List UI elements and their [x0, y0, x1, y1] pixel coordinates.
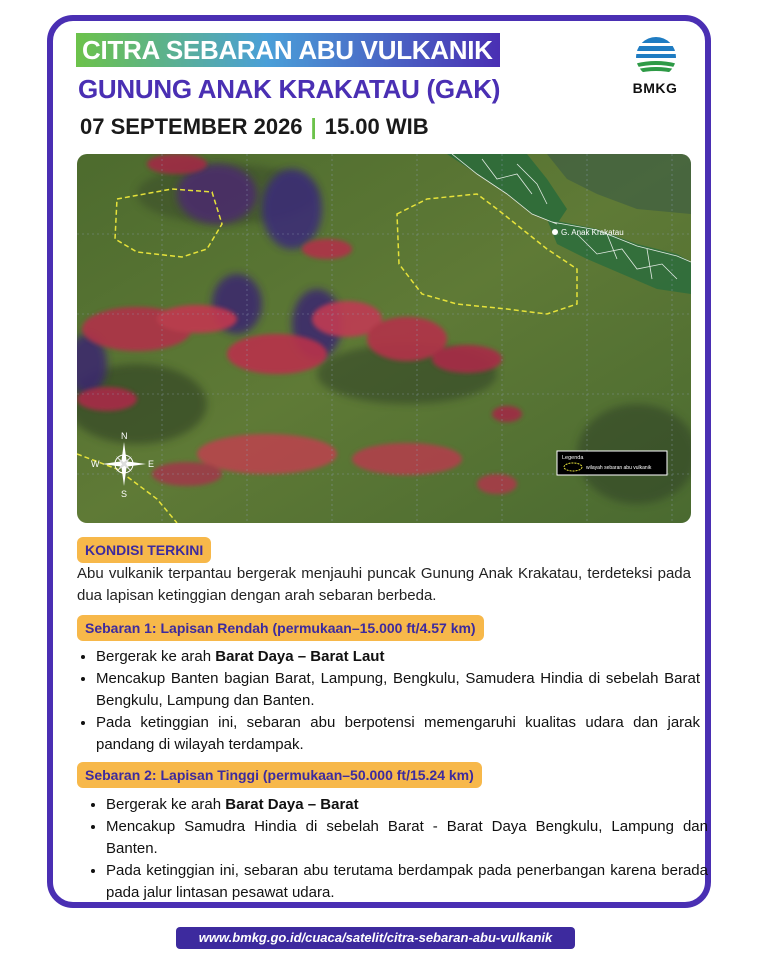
date-separator: | [310, 114, 317, 139]
time: 15.00 WIB [324, 114, 429, 139]
bmkg-logo-text: BMKG [632, 80, 678, 96]
current-condition-label: KONDISI TERKINI [77, 537, 211, 563]
date-time-line [80, 114, 429, 140]
layer2-list [88, 794, 708, 904]
list-item: • Mencakup Samudra Hindia di sebelah Barat - Barat Daya Bengkulu, Lampung dan Banten. [106, 816, 708, 860]
current-condition-text: Abu vulkanik terpantau bergerak menjauhi puncak Gunung Anak Krakatau, terdeteksi pada dua lapisan ketinggian dengan arah sebaran berbeda. [77, 565, 691, 604]
title-line-2: GUNUNG ANAK KRAKATAU (GAK) [78, 74, 501, 104]
date: 07 SEPTEMBER 2026 [80, 114, 303, 139]
legend-item: wilayah sebaran abu vulkanik [586, 465, 652, 471]
legend-title: Legenda [562, 455, 584, 461]
list-item: • Pada ketinggian ini, sebaran abu terutama berdampak pada penerbangan karena berada pada jalur lintasan pesawat udara. [106, 860, 708, 904]
volcano-label: G. Anak Krakatau [561, 228, 624, 237]
list-item: • Bergerak ke arah Barat Daya – Barat Laut [96, 646, 700, 668]
map-legend [557, 451, 667, 475]
layer1-list [78, 646, 700, 756]
compass-n: N [121, 431, 128, 441]
footer-url-link[interactable]: www.bmkg.go.id/cuaca/satelit/citra-sebaran-abu-vulkanik [176, 927, 575, 949]
layer2-label: Sebaran 2: Lapisan Tinggi (permukaan–50.000 ft/15.24 km) [77, 762, 482, 788]
list-item: • Bergerak ke arah Barat Daya – Barat [106, 794, 708, 816]
list-item: • Pada ketinggian ini, sebaran abu berpotensi memengaruhi kualitas udara dan jarak pandang di wilayah terdampak. [96, 712, 700, 756]
satellite-ash-map [77, 154, 691, 523]
compass-w: W [91, 459, 100, 469]
compass-s: S [121, 489, 128, 499]
layer1-label: Sebaran 1: Lapisan Rendah (permukaan–15.000 ft/4.57 km) [77, 615, 484, 641]
compass-e: E [148, 459, 155, 469]
title-line-1: CITRA SEBARAN ABU VULKANIK [82, 35, 493, 65]
list-item: • Mencakup Banten bagian Barat, Lampung, Bengkulu, Samudera Hindia di sebelah Barat Bengkulu, Lampung dan Banten. [96, 668, 700, 712]
